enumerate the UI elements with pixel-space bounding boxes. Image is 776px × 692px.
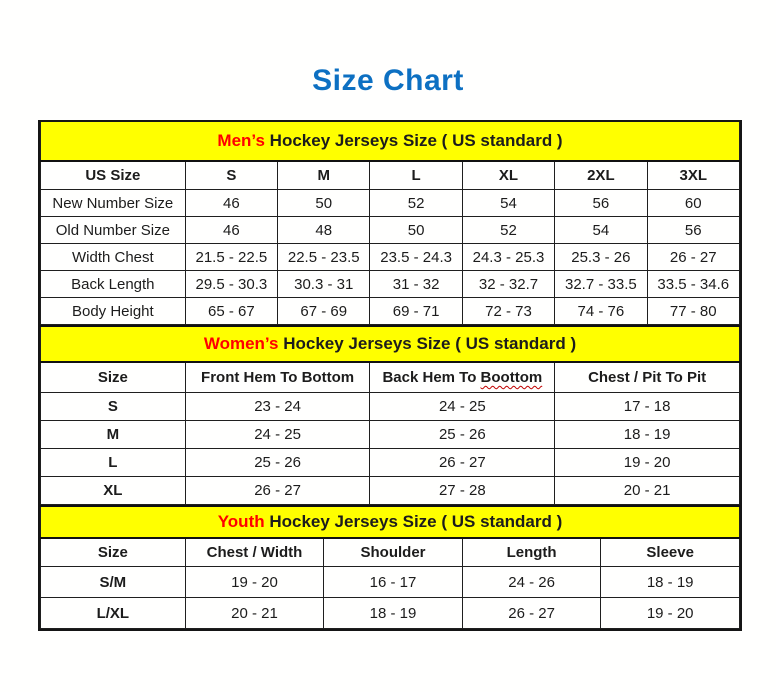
- cell: 19 - 20: [555, 449, 740, 477]
- cell: 50: [370, 217, 462, 244]
- youth-row-sm: [41, 567, 740, 598]
- row-label: Body Height: [41, 298, 186, 325]
- cell: 16 - 17: [324, 567, 463, 598]
- womens-row-l: [41, 449, 740, 477]
- cell: 26 - 27: [370, 449, 555, 477]
- cell: 31 - 32: [370, 271, 462, 298]
- mens-col-l: L: [370, 161, 462, 190]
- row-label: S/M: [41, 567, 186, 598]
- youth-col-sleeve: Sleeve: [601, 538, 740, 567]
- cell: 23.5 - 24.3: [370, 244, 462, 271]
- womens-col-chest: Chest / Pit To Pit: [555, 362, 740, 393]
- back-hem-misspelled-word: Boottom: [480, 369, 543, 386]
- youth-col-size: Size: [41, 538, 186, 567]
- cell: 60: [647, 190, 739, 217]
- youth-section-banner: [41, 506, 740, 538]
- mens-section-banner: [41, 122, 740, 161]
- cell: 18 - 19: [555, 421, 740, 449]
- page-title: Size Chart: [312, 64, 464, 97]
- womens-col-front-hem: Front Hem To Bottom: [185, 362, 370, 393]
- mens-col-m: M: [278, 161, 370, 190]
- womens-banner-highlight: Women’s: [203, 334, 279, 353]
- cell: 19 - 20: [185, 567, 324, 598]
- womens-col-size: Size: [41, 362, 186, 393]
- youth-col-length: Length: [462, 538, 601, 567]
- cell: 74 - 76: [555, 298, 647, 325]
- row-label: S: [41, 393, 186, 421]
- size-chart-frame: [38, 120, 742, 631]
- cell: 67 - 69: [278, 298, 370, 325]
- youth-banner-cell: [41, 506, 740, 538]
- cell: 23 - 24: [185, 393, 370, 421]
- cell: 54: [462, 190, 554, 217]
- cell: 65 - 67: [185, 298, 277, 325]
- cell: 18 - 19: [324, 598, 463, 629]
- row-label: Back Length: [41, 271, 186, 298]
- womens-col-back-hem: [370, 362, 555, 393]
- youth-col-chest-width: Chest / Width: [185, 538, 324, 567]
- cell: 32 - 32.7: [462, 271, 554, 298]
- youth-col-shoulder: Shoulder: [324, 538, 463, 567]
- mens-row-width-chest: [41, 244, 740, 271]
- cell: 72 - 73: [462, 298, 554, 325]
- mens-row-old-number-size: [41, 217, 740, 244]
- mens-banner-cell: [41, 122, 740, 161]
- womens-section-banner: [41, 326, 740, 362]
- cell: 25.3 - 26: [555, 244, 647, 271]
- cell: 50: [278, 190, 370, 217]
- cell: 25 - 26: [370, 421, 555, 449]
- cell: 24 - 26: [462, 567, 601, 598]
- cell: 18 - 19: [601, 567, 740, 598]
- cell: 24.3 - 25.3: [462, 244, 554, 271]
- row-label: L: [41, 449, 186, 477]
- cell: 24 - 25: [370, 393, 555, 421]
- cell: 56: [647, 217, 739, 244]
- womens-row-m: [41, 421, 740, 449]
- cell: 69 - 71: [370, 298, 462, 325]
- cell: 17 - 18: [555, 393, 740, 421]
- youth-header-row: [41, 538, 740, 567]
- youth-banner-highlight: Youth: [217, 512, 265, 531]
- mens-row-new-number-size: [41, 190, 740, 217]
- youth-row-lxl: [41, 598, 740, 629]
- cell: 19 - 20: [601, 598, 740, 629]
- cell: 46: [185, 217, 277, 244]
- cell: 32.7 - 33.5: [555, 271, 647, 298]
- cell: 22.5 - 23.5: [278, 244, 370, 271]
- cell: 33.5 - 34.6: [647, 271, 739, 298]
- mens-col-s: S: [185, 161, 277, 190]
- cell: 26 - 27: [185, 477, 370, 505]
- row-label: New Number Size: [41, 190, 186, 217]
- womens-size-table: [40, 325, 740, 505]
- cell: 26 - 27: [647, 244, 739, 271]
- youth-banner-text: Hockey Jerseys Size ( US standard ): [264, 512, 563, 531]
- womens-banner-cell: [41, 326, 740, 362]
- cell: 21.5 - 22.5: [185, 244, 277, 271]
- cell: 54: [555, 217, 647, 244]
- mens-col-3xl: 3XL: [647, 161, 739, 190]
- row-label: L/XL: [41, 598, 186, 629]
- cell: 27 - 28: [370, 477, 555, 505]
- mens-col-xl: XL: [462, 161, 554, 190]
- youth-size-table: [40, 505, 740, 629]
- cell: 77 - 80: [647, 298, 739, 325]
- cell: 56: [555, 190, 647, 217]
- row-label: M: [41, 421, 186, 449]
- mens-header-row: [41, 161, 740, 190]
- cell: 52: [370, 190, 462, 217]
- womens-header-row: [41, 362, 740, 393]
- cell: 25 - 26: [185, 449, 370, 477]
- mens-row-body-height: [41, 298, 740, 325]
- cell: 26 - 27: [462, 598, 601, 629]
- mens-banner-highlight: Men’s: [217, 131, 265, 150]
- womens-row-xl: [41, 477, 740, 505]
- cell: 30.3 - 31: [278, 271, 370, 298]
- cell: 29.5 - 30.3: [185, 271, 277, 298]
- cell: 20 - 21: [185, 598, 324, 629]
- mens-row-back-length: [41, 271, 740, 298]
- mens-col-us-size: US Size: [41, 161, 186, 190]
- cell: 46: [185, 190, 277, 217]
- cell: 20 - 21: [555, 477, 740, 505]
- cell: 24 - 25: [185, 421, 370, 449]
- cell: 52: [462, 217, 554, 244]
- row-label: Old Number Size: [41, 217, 186, 244]
- row-label: Width Chest: [41, 244, 186, 271]
- womens-banner-text: Hockey Jerseys Size ( US standard ): [278, 334, 577, 353]
- mens-size-table: [40, 122, 740, 325]
- mens-banner-text: Hockey Jerseys Size ( US standard ): [264, 131, 563, 150]
- row-label: XL: [41, 477, 186, 505]
- womens-row-s: [41, 393, 740, 421]
- cell: 48: [278, 217, 370, 244]
- mens-col-2xl: 2XL: [555, 161, 647, 190]
- back-hem-label-prefix: Back Hem To: [382, 369, 481, 386]
